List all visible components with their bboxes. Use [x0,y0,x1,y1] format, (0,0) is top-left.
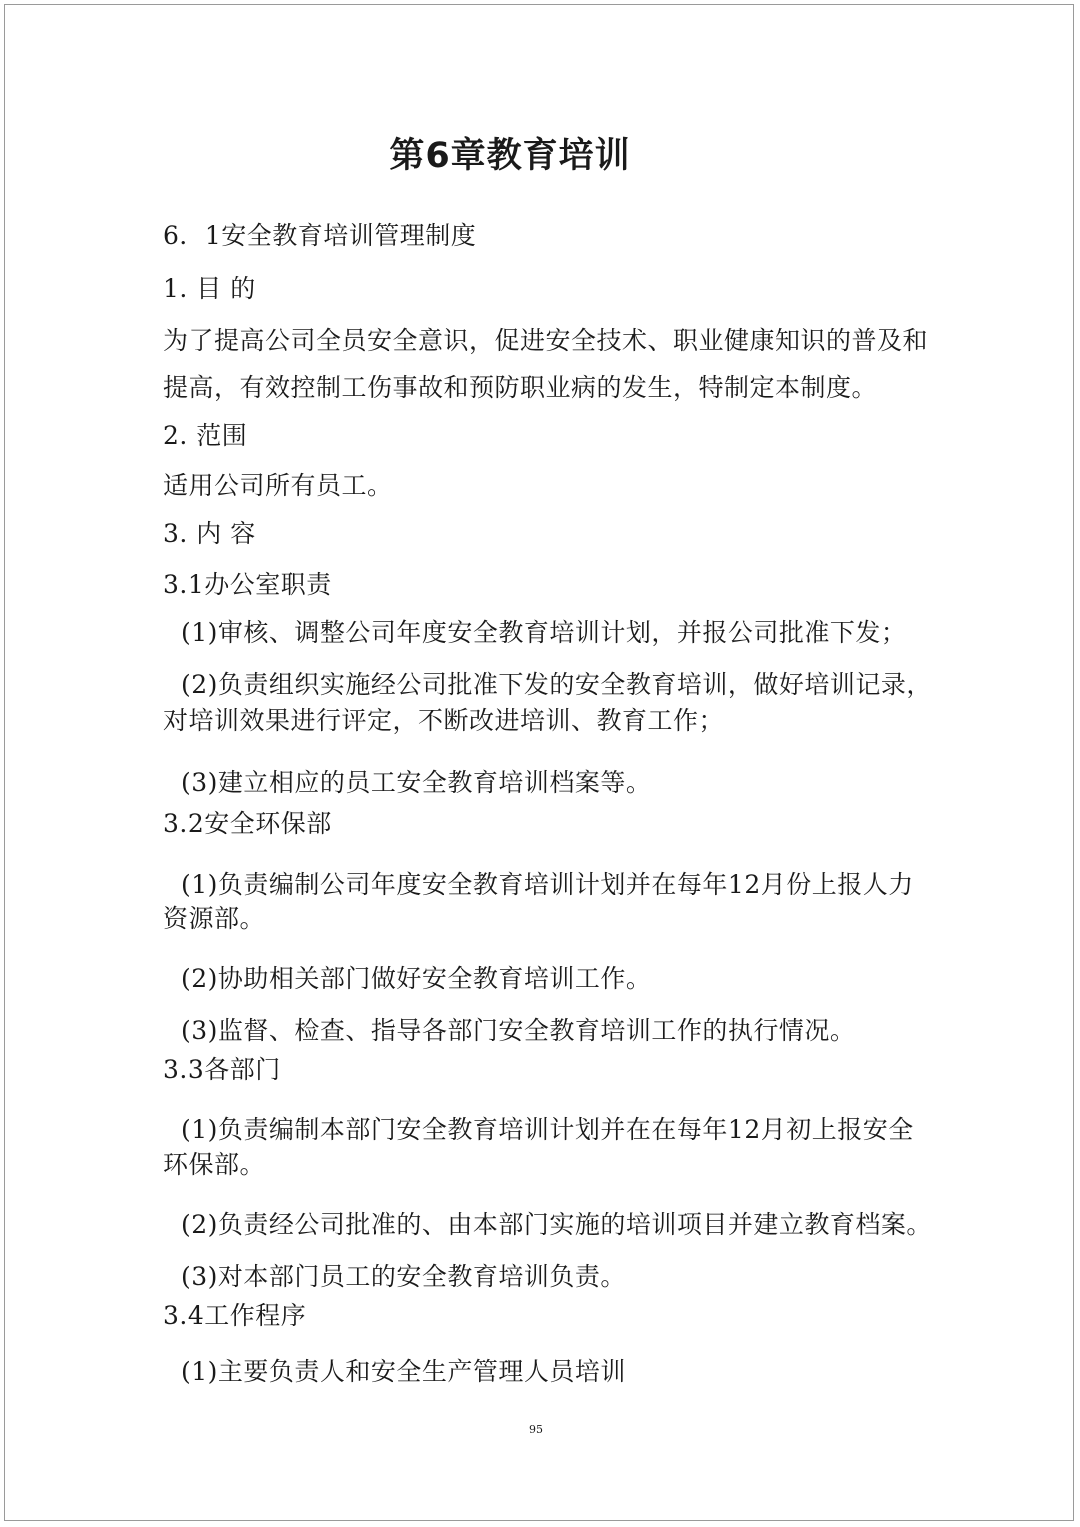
heading-3-2: 3.2安全环保部 [163,809,332,838]
heading-scope: 2. 范围 [163,421,248,450]
item-3-3-1-line-2: 环保部。 [163,1150,266,1179]
scope-text: 适用公司所有员工。 [163,471,393,500]
item-3-1-2-line-2: 对培训效果进行评定，不断改进培训、教育工作； [163,706,725,735]
heading-3-1: 3.1办公室职责 [163,570,332,599]
item-3-2-1-line-2: 资源部。 [163,904,266,933]
heading-3-4: 3.4工作程序 [163,1301,307,1330]
heading-3-3: 3.3各部门 [163,1055,281,1084]
item-3-1-1: (1)审核、调整公司年度安全教育培训计划，并报公司批准下发； [181,618,907,647]
section-heading-6-1: 6．1安全教育培训管理制度 [163,221,477,250]
page-number: 95 [529,1423,543,1436]
item-3-3-3: (3)对本部门员工的安全教育培训负责。 [181,1262,626,1291]
purpose-text-line-1: 为了提高公司全员安全意识，促进安全技术、职业健康知识的普及和 [163,326,929,355]
item-3-1-3: (3)建立相应的员工安全教育培训档案等。 [181,768,652,797]
item-3-3-1-line-1: (1)负责编制本部门安全教育培训计划并在在每年12月初上报安全 [181,1115,914,1144]
chapter-title: 第6章教育培训 [389,136,631,176]
item-3-2-2: (2)协助相关部门做好安全教育培训工作。 [181,964,652,993]
item-3-3-2: (2)负责经公司批准的、由本部门实施的培训项目并建立教育档案。 [181,1210,932,1239]
purpose-text-line-2: 提高，有效控制工伤事故和预防职业病的发生，特制定本制度。 [163,373,878,402]
heading-purpose: 1. 目 的 [163,274,256,303]
item-3-2-1-line-1: (1)负责编制公司年度安全教育培训计划并在每年12月份上报人力 [181,870,914,899]
item-3-1-2-line-1: (2)负责组织实施经公司批准下发的安全教育培训，做好培训记录， [181,670,932,699]
item-3-4-1: (1)主要负责人和安全生产管理人员培训 [181,1357,626,1386]
item-3-2-3: (3)监督、检查、指导各部门安全教育培训工作的执行情况。 [181,1016,856,1045]
heading-content: 3. 内 容 [163,519,256,548]
